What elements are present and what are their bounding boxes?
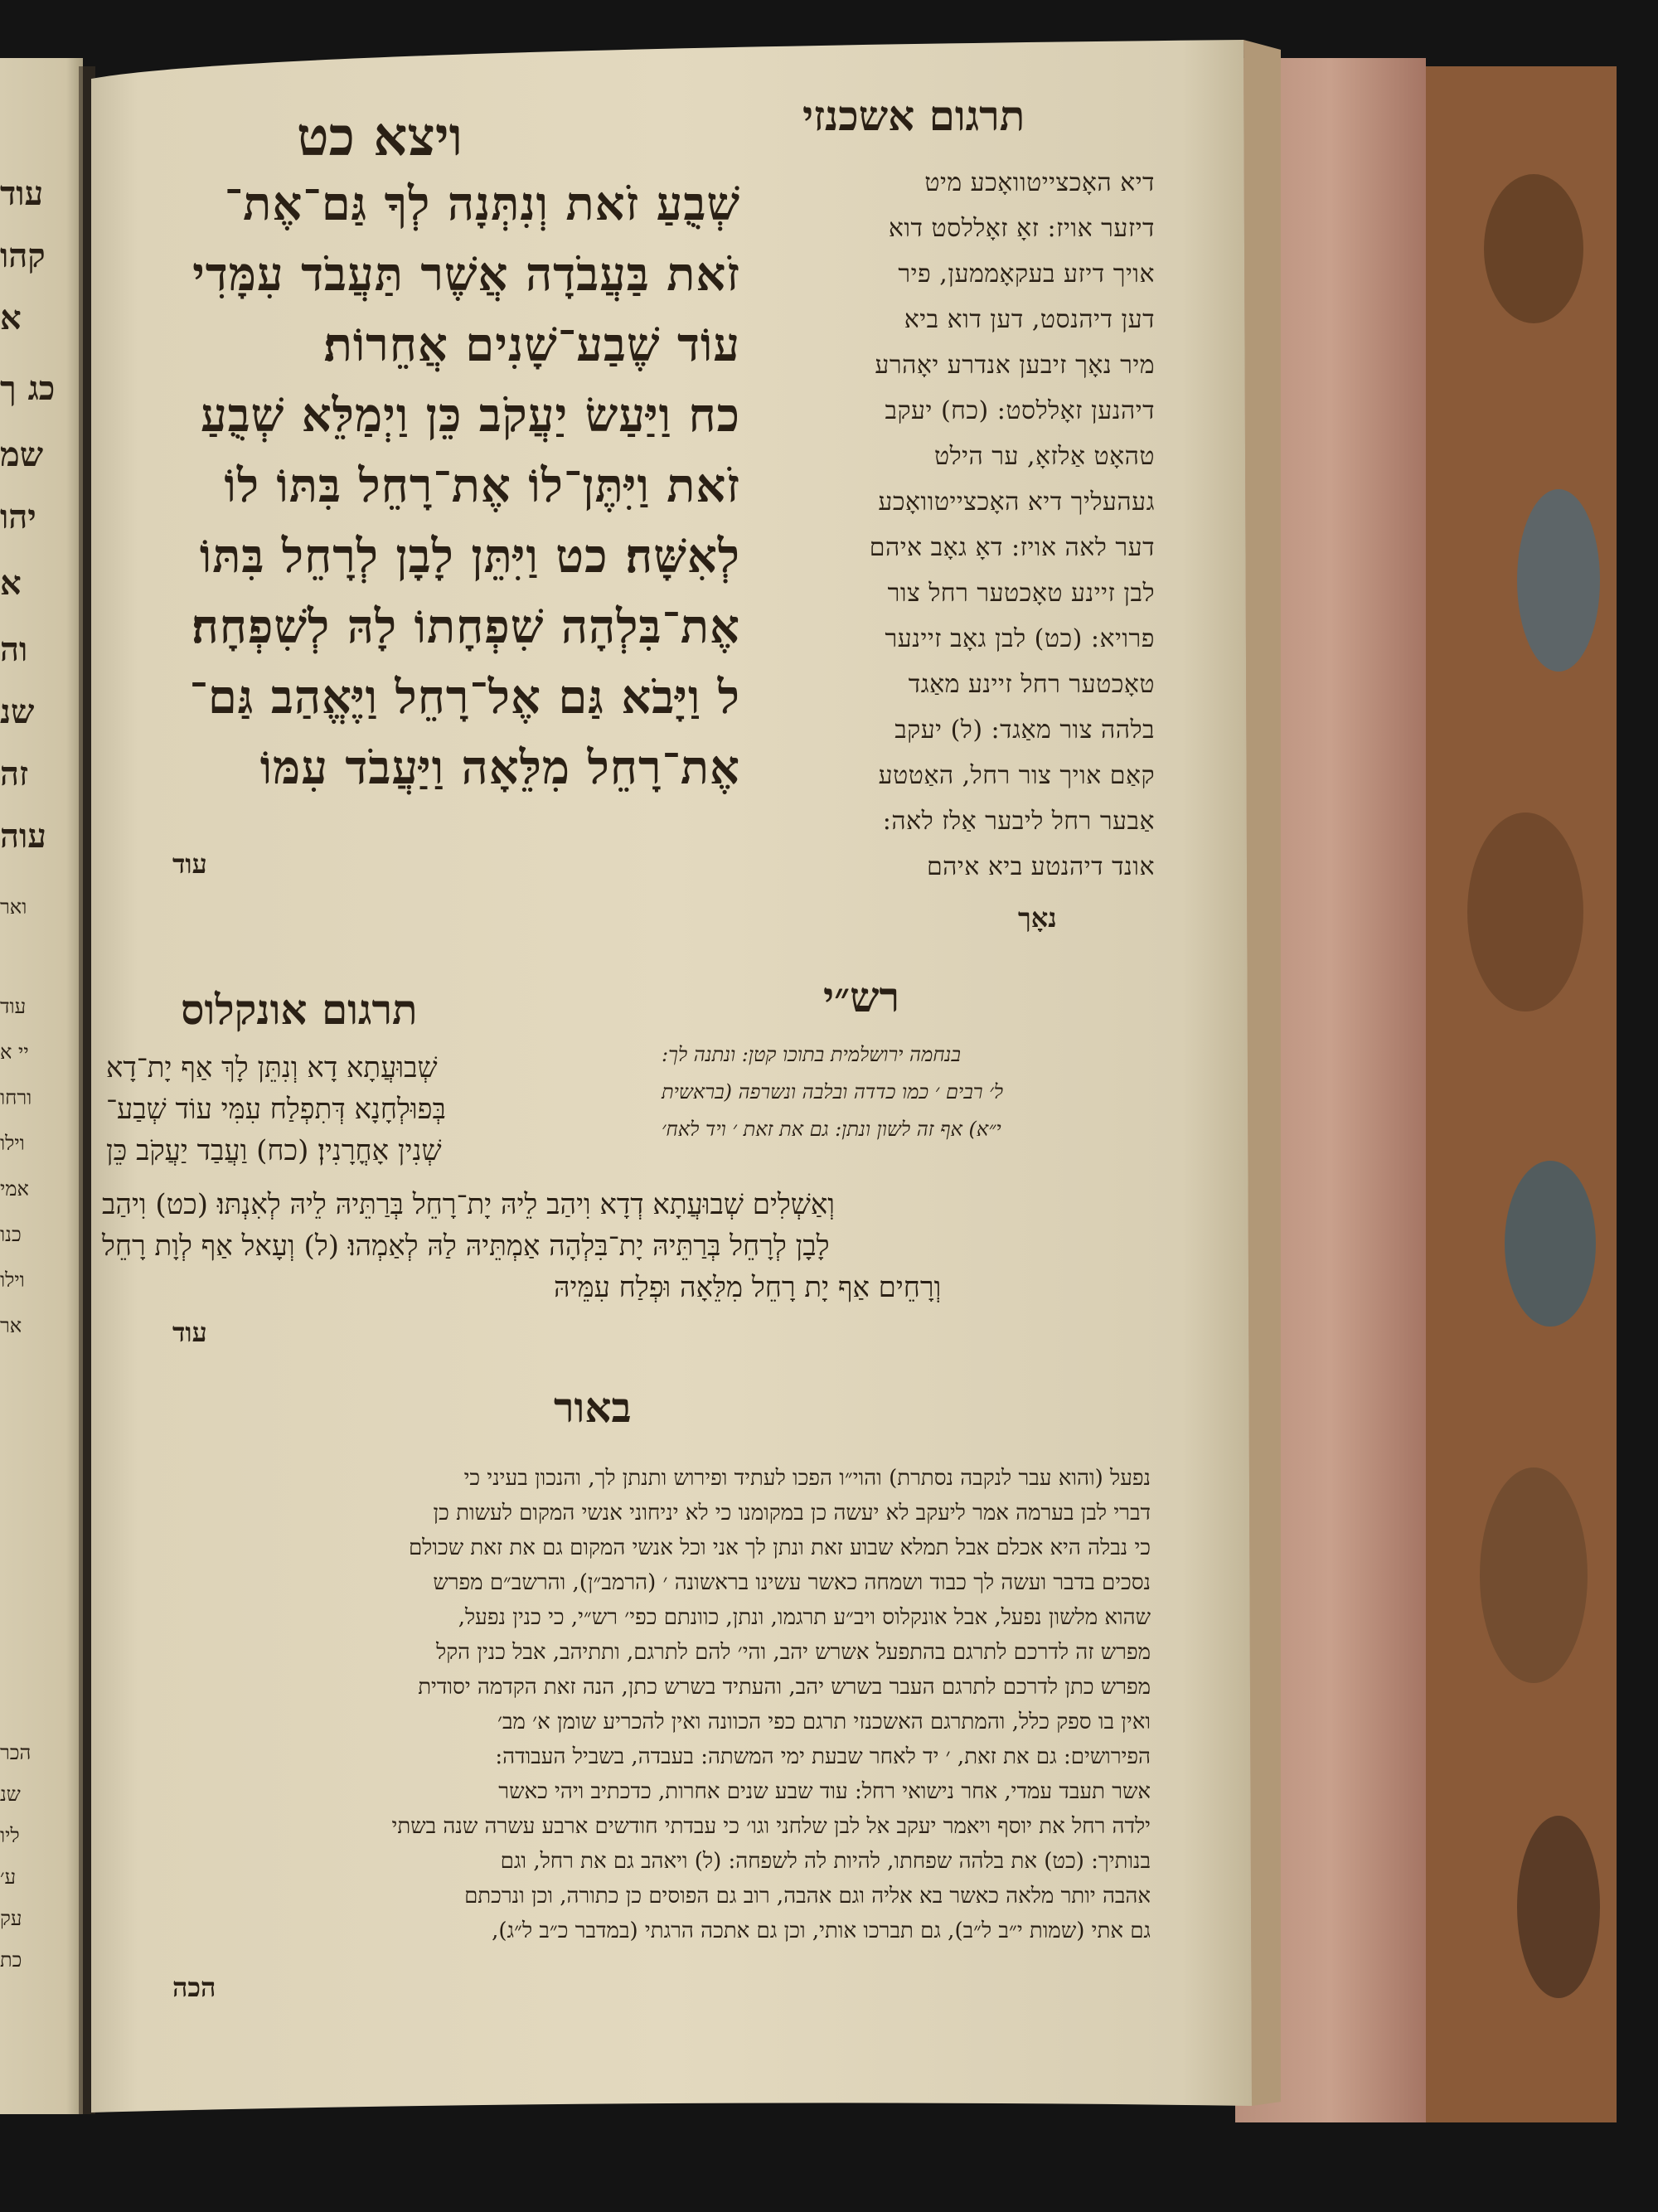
left-page-text: אמי (0, 1177, 29, 1201)
targum-ashkenazi-line: טאָכטער רחל זיינע מאַגד (908, 670, 1155, 699)
left-page-text: וה (0, 630, 28, 669)
torah-line: זֹאת וַיִּתֶּן־לוֹ אֶת־רָחֵל בִּתּוֹ לוֹ (224, 458, 740, 513)
rashi-line: בנחמה ירושלמית בתוכו קטן: ונתנה לך: (662, 1043, 961, 1066)
targum-ashkenazi-line: בלהה צור מאַגד: (ל) יעקב (894, 716, 1155, 745)
biur-line: נסכים בדבר ועשה לך כבוד ושמחה כאשר עשינו בראשונה ׳ (הרמב״ן), והרשב״ם מפרש (433, 1570, 1151, 1595)
targum-ashkenazi-line: דיהנען זאָללסט: (כח) יעקב (885, 396, 1155, 425)
torah-line: לְאִשָּׁה׃ כט וַיִּתֵּן לָבָן לְרָחֵל בִּתּוֹ (199, 529, 740, 584)
onkelos-catchword: עוד (172, 1317, 207, 1348)
left-page-text: אר (0, 1314, 22, 1337)
biur-catchword: הכה (172, 1972, 216, 2003)
left-page-text: קהו (0, 236, 46, 275)
rashi-title: רש״י (823, 973, 900, 1021)
left-page-text: עוה (0, 817, 46, 856)
torah-line: זֹאת בַּעֲבֹדָה אֲשֶׁר תַּעֲבֹד עִמָּדִי (192, 247, 740, 302)
torah-line: כח וַיַּעַשׂ יַעֲקֹב כֵּן וַיְמַלֵּא שְׁבֻעַ (200, 388, 740, 443)
left-page-text: ליו (0, 1824, 20, 1847)
onkelos-line: בְּפוּלְחָנָא דְּתִפְלַח עִמִּי עוֹד שְׁבַע־ (106, 1093, 446, 1126)
left-page-text: א (0, 564, 22, 603)
targum-ashkenazi-line: אַבער רחל ליבער אַלז לאה: (882, 807, 1155, 836)
onkelos-line: וְאַשְׁלִים שְׁבוּעֲתָא דְדָא וִיהַב לֵיהּ יָת־רָחֵל בְּרַתֵּיהּ לֵיהּ לְאִנְתּוּ׃ (כט) וִיהַב (102, 1188, 835, 1221)
biur-line: בנותיך: (כט) את בלהה שפחתו, להיות לה לשפחה: (ל) ויאהב גם את רחל, וגם (500, 1849, 1151, 1874)
targum-ashkenazi-line: טהאָט אַלזאָ, ער הילט (933, 442, 1155, 471)
biur-line: ילדה רחל את יוסף ויאמר יעקב אל לבן שלחני וגו׳ כי עבדתי חודשים ארבע עשרה שנה בשתי (391, 1814, 1151, 1839)
biur-line: כי נבלה היא אכלם אבל תמלא שבוע זאת ונתן לך אני וכל אנשי המקום גם את זאת שכולם (408, 1535, 1151, 1560)
biur-line: גם אתי (שמות י״ב ל״ב), גם תברכו אותי, וכן גם אתכה הרגתי (במדבר כ״ב ל״ג), (492, 1919, 1151, 1943)
rashi-line: ל׳ רבים ׳ כמו כדדה ובלבה ונשרפה (בראשית (662, 1080, 1003, 1104)
targum-ashkenazi-line: אויך דיזע בעקאָממען, פיר (898, 260, 1155, 289)
targum-ashkenazi-line: אונד דיהנטע ביא איהם (926, 852, 1155, 881)
biur-line: אשר תעבד עמדי, אחר נישואי רחל: עוד שבע שנים אחרות, כדכתיב ויהי כאשר (498, 1779, 1151, 1804)
left-page-text: כג ך (0, 369, 56, 408)
targum-ashkenazi-line: פרויא: (כט) לבן גאָב זיינער (885, 624, 1155, 653)
onkelos-line: וְרָחֵים אַף יָת רָחֵל מִלֵּאָה וּפְלַח עִמֵּיהּ (554, 1271, 942, 1304)
onkelos-line: שְׁנִין אָחֳרָנִין׃ (כח) וַעֲבַד יַעֲקֹב כֵּן (106, 1134, 442, 1167)
targum-ashkenazi-title: תרגום אשכנזי (802, 91, 1025, 140)
targum-ashkenazi-catchword: נאָך (1018, 902, 1057, 934)
left-page-text: הכר (0, 1741, 32, 1764)
targum-ashkenazi-line: געהעליך דיא האָכצייטוואָכע (878, 488, 1155, 517)
biur-line: הפירושים: גם את זאת, ׳ יד לאחר שבעת ימי המשתה: בעבדה, בשביל העבודה: (495, 1744, 1151, 1769)
biur-line: נפעל (והוא עבר לנקבה נסתרת) והוי״ו הפכו לעתיד ופירוש ותנתן לך, והנכון בעיני כי (463, 1466, 1151, 1491)
running-head: ויצא כט (297, 106, 463, 168)
left-page-text: שמ (0, 435, 44, 474)
onkelos-title: תרגום אונקלוס (181, 985, 418, 1034)
torah-line: אֶת־בִּלְהָה שִׁפְחָתוֹ לָהּ לְשִׁפְחָה׃ (191, 599, 740, 654)
biur-line: מפרש כתן לדרכם לתרגם העבר בשרש יהב, והעתיד בשרש כתן, הנה זאת הקדמה יסודית (418, 1675, 1151, 1700)
biur-line: מפרש זה לדרכם לתרגם בהתפעל אשרש יהב, והי׳ להם לתרגם, ותתיהב, אבל כנין הקל (436, 1640, 1151, 1665)
onkelos-line: שְׁבוּעֲתָא דָא וְנִתֵּן לָךְ אַף יָת־דָא (106, 1051, 438, 1084)
left-page-text: עוד (0, 174, 44, 213)
left-page-text: עוד (0, 995, 27, 1018)
targum-ashkenazi-line: לבן זיינע טאָכטער רחל צור (887, 579, 1155, 608)
left-page-text: ע׳ (0, 1865, 17, 1889)
targum-ashkenazi-line: מיר נאָך זיבען אנדרע יאָהרע (875, 351, 1155, 380)
left-page-text: וילו (0, 1132, 25, 1155)
left-page-text: כת (0, 1948, 22, 1972)
biur-line: שהוא מלשון נפעל, אבל אונקלוס ויב״ע תרגמו, ונתן, כוונתם כפי׳ רש״י, כי כנין נפעל, (458, 1605, 1151, 1630)
left-page-text: עק (0, 1907, 22, 1930)
biur-line: דברי לבן בערמה אמר ליעקב לא יעשה כן במקומנו כי לא יניחוני אנשי המקום לעשות כן (433, 1501, 1151, 1526)
left-page-edge (0, 50, 83, 2073)
torah-catchword: עוד (172, 848, 207, 880)
book-page (90, 40, 1252, 2106)
rashi-line: י״א) אף זה לשון ונתן: גם את זאת ׳ ויד לאח׳ (662, 1118, 1001, 1141)
torah-line: ל וַיָּבֹא גַּם אֶל־רָחֵל וַיֶּאֱהַב גַּם־ (189, 670, 740, 725)
left-page-text: שנ (0, 692, 35, 731)
left-page-text: זה (0, 754, 29, 793)
targum-ashkenazi-line: דיזער אויז: זאָ זאָללסט דוא (888, 214, 1155, 243)
left-page-text: ורחו (0, 1086, 32, 1109)
targum-ashkenazi-line: דער לאה אויז: דאָ גאָב איהם (869, 533, 1155, 562)
onkelos-line: לָבָן לְרָחֵל בְּרַתֵּיהּ יָת־בִּלְהָה אַמְתֵּיהּ לַהּ לְאַמְהוּ׃ (ל) וְעָאל אַף לְוָת רָחֵל (102, 1230, 830, 1263)
left-page-text: א (0, 298, 22, 337)
targum-ashkenazi-line: דיא האָכצייטוואָכע מיט (924, 168, 1155, 197)
torah-line: עוֹד שֶׁבַע־שָׁנִים אֲחֵרוֹת׃ (322, 318, 740, 372)
biur-title: באור (554, 1383, 632, 1432)
biur-line: אהבה יותר מלאה כאשר בא אליה וגם אהבה, רוב גם הפוסים כן כתורה, וכן ונרכתם (464, 1884, 1151, 1909)
torah-line: אֶת־רָחֵל מִלֵּאָה וַיַּעֲבֹד עִמּוֹ (259, 740, 740, 795)
targum-ashkenazi-line: דען דיהנסט, דען דוא ביא (904, 305, 1155, 334)
left-page-text: שנ (0, 1783, 21, 1806)
left-page-text: יי א (0, 1041, 29, 1064)
left-page-text: וילו (0, 1269, 25, 1292)
biur-line: ואין בו ספק כלל, והמתרגם האשכנזי תרגם כפי הכוונה ואין להכריע שומן א׳ מב׳ (497, 1710, 1151, 1734)
left-page-text: ואר (0, 895, 27, 919)
left-page-text: יהו (0, 497, 36, 536)
torah-line: שְׁבֻעַ זֹאת וְנִתְּנָה לְךָ גַּם־אֶת־ (224, 177, 740, 231)
targum-ashkenazi-line: קאַם אויך צור רחל, האַטטע (878, 761, 1155, 790)
left-page-text: כנו (0, 1223, 22, 1246)
